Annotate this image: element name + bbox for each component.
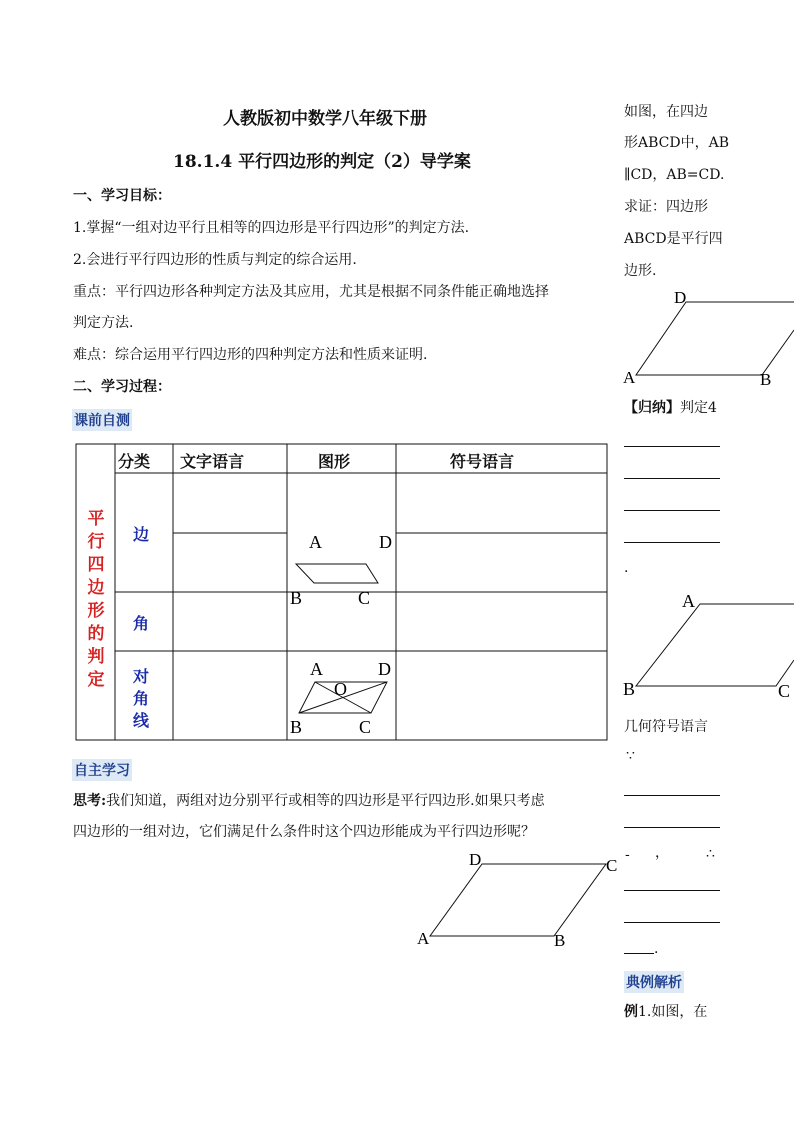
because-symbol: ∵ <box>626 748 635 764</box>
fig1-label-b: B <box>290 588 303 608</box>
summary-line <box>624 398 717 418</box>
summary-period: . <box>624 560 629 576</box>
therefore-symbol: ∴ <box>706 846 715 862</box>
side-char-3: 四 <box>87 555 105 575</box>
think-label: 思考: <box>73 793 107 809</box>
fig2-label-c: C <box>359 717 372 737</box>
blank-line-8 <box>624 922 720 923</box>
end-period: . <box>654 941 659 957</box>
example-text: 1.如图，在 <box>638 1004 708 1020</box>
right-text-3: ∥CD，AB=CD. <box>624 167 725 183</box>
row-label-angles: 角 <box>133 614 150 633</box>
header-figure: 图形 <box>318 452 351 471</box>
side-char-7: 判 <box>87 647 105 667</box>
right-parallelogram-figure-1 <box>620 285 794 390</box>
table-parallelogram-figure <box>287 473 396 608</box>
ss-label-c: C <box>606 856 618 875</box>
objective-item-1: 1.掌握“一组对边平行且相等的四边形是平行四边形”的判定方法. <box>73 220 470 236</box>
rf1-label-d: D <box>674 288 687 307</box>
rf1-label-b: B <box>760 370 772 389</box>
blank-line-3 <box>624 510 720 511</box>
row-label-sides: 边 <box>133 525 150 544</box>
blank-line-6 <box>624 827 720 828</box>
blank-line-4 <box>624 542 720 543</box>
comma-mark: ， <box>655 845 669 861</box>
geo-symbol-language: 几何符号语言 <box>624 719 708 735</box>
key-point-line-2: 判定方法. <box>73 315 134 331</box>
blank-line-1 <box>624 446 720 447</box>
rf2-label-c: C <box>778 681 791 701</box>
example-bold: 例 <box>624 1004 638 1020</box>
row-label-diagonal-1: 对 <box>133 667 150 686</box>
fig2-label-b: B <box>290 717 303 737</box>
objectives-heading: 一、学习目标： <box>73 188 171 204</box>
blank-line-9 <box>624 953 654 954</box>
blank-line-2 <box>624 478 720 479</box>
ss-label-a: A <box>417 929 430 948</box>
blank-line-7 <box>624 890 720 891</box>
self-study-label: 自主学习 <box>72 759 132 781</box>
blank-line-5 <box>624 795 720 796</box>
rf2-label-b: B <box>623 679 636 699</box>
header-symbol-language: 符号语言 <box>450 452 515 471</box>
fig2-label-a: A <box>310 659 323 679</box>
example-label: 典例解析 <box>624 971 684 993</box>
think-line-1 <box>73 791 545 811</box>
page-subtitle: 18.1.4 平行四边形的判定（2）导学案 <box>173 152 471 172</box>
side-char-2: 行 <box>87 532 105 552</box>
table-side-label <box>76 444 115 740</box>
fig2-label-d: D <box>378 659 391 679</box>
row-label-diagonal-2: 角 <box>133 689 150 708</box>
header-text-language: 文字语言 <box>180 452 245 471</box>
ss-label-b: B <box>554 931 566 950</box>
fig1-label-d: D <box>379 532 392 552</box>
think-text-1: 我们知道，两组对边分别平行或相等的四边形是平行四边形.如果只考虑 <box>106 793 545 809</box>
difficulty-point: 难点：综合运用平行四边形的四种判定方法和性质来证明. <box>73 347 428 363</box>
right-text-2: 形ABCD中，AB <box>624 135 729 151</box>
header-category: 分类 <box>118 452 151 471</box>
ss-label-d: D <box>469 850 482 869</box>
key-point-line-1: 重点：平行四边形各种判定方法及其应用，尤其是根据不同条件能正确地选择 <box>73 284 549 300</box>
side-char-8: 定 <box>87 670 105 690</box>
rf1-label-a: A <box>623 368 636 387</box>
right-text-6: 边形. <box>624 263 657 279</box>
objective-item-2: 2.会进行平行四边形的性质与判定的综合运用. <box>73 252 357 268</box>
process-heading: 二、学习过程： <box>73 379 171 395</box>
dash-mark: - <box>625 847 630 863</box>
side-char-4: 边 <box>87 578 105 598</box>
table-parallelogram-diagonals-figure <box>287 651 396 740</box>
right-text-5: ABCD是平行四 <box>624 231 723 247</box>
page-title: 人教版初中数学八年级下册 <box>223 109 427 129</box>
think-line-2: 四边形的一组对边，它们满足什么条件时这个四边形能成为平行四边形呢？ <box>73 824 535 840</box>
rf2-label-a: A <box>682 591 695 611</box>
fig1-label-c: C <box>358 588 371 608</box>
side-char-6: 的 <box>87 624 105 644</box>
example-line <box>624 1002 707 1022</box>
summary-label: 【归纳】 <box>624 400 680 416</box>
side-char-1: 平 <box>87 509 105 529</box>
right-text-4: 求证：四边形 <box>624 199 708 215</box>
fig1-label-a: A <box>309 532 322 552</box>
right-text-1: 如图，在四边 <box>624 104 708 120</box>
self-study-parallelogram-figure <box>410 845 625 950</box>
fig2-label-o: O <box>334 679 347 699</box>
right-parallelogram-figure-2 <box>620 588 794 700</box>
row-label-diagonal-3: 线 <box>133 711 150 730</box>
pre-test-label: 课前自测 <box>72 409 132 431</box>
side-char-5: 形 <box>87 601 105 621</box>
summary-text: 判定4 <box>680 400 717 416</box>
